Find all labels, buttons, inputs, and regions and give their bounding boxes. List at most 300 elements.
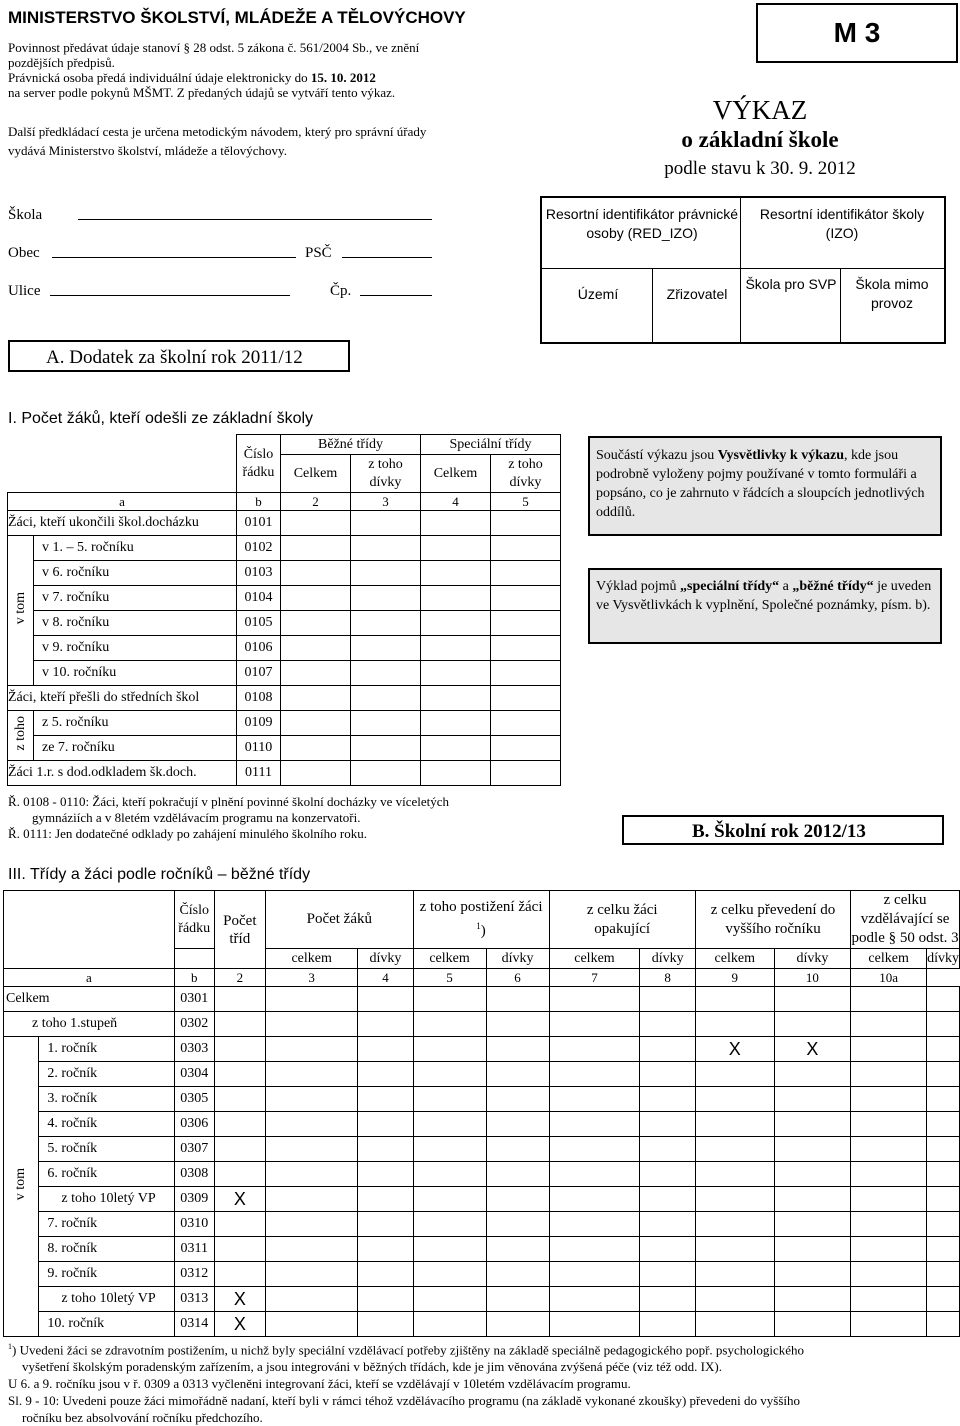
data-cell[interactable] xyxy=(421,636,491,661)
data-cell[interactable] xyxy=(421,586,491,611)
table-row xyxy=(4,987,960,1012)
data-cell[interactable] xyxy=(851,1162,927,1187)
izo-field[interactable] xyxy=(742,244,942,266)
data-cell[interactable] xyxy=(927,1062,960,1087)
data-cell[interactable] xyxy=(214,1162,265,1187)
data-cell[interactable] xyxy=(491,561,561,586)
row-label: z toho 1.stupeň xyxy=(4,1012,175,1037)
svp-label: Škola pro SVP xyxy=(745,276,837,292)
school-field[interactable] xyxy=(78,219,432,220)
row-code: 0301 xyxy=(174,987,214,1012)
table-iii-title: III. Třídy a žáci podle ročníků – běžné třídy xyxy=(8,866,311,883)
data-cell[interactable] xyxy=(351,636,421,661)
row-label: 5. ročník xyxy=(39,1137,174,1162)
data-cell[interactable] xyxy=(266,1287,358,1312)
data-cell[interactable] xyxy=(549,1087,640,1112)
data-cell[interactable] xyxy=(640,1137,695,1162)
data-cell[interactable] xyxy=(266,1062,358,1087)
data-cell[interactable] xyxy=(358,1012,413,1037)
data-cell[interactable] xyxy=(351,536,421,561)
table-row xyxy=(4,1162,960,1187)
data-cell[interactable] xyxy=(358,1037,413,1062)
data-cell[interactable] xyxy=(695,987,774,1012)
row-label: z toho 10letý VP xyxy=(39,1287,174,1312)
data-cell[interactable] xyxy=(486,1262,549,1287)
data-cell[interactable] xyxy=(214,1212,265,1237)
data-cell[interactable] xyxy=(413,1162,486,1187)
data-cell[interactable] xyxy=(266,1037,358,1062)
data-cell[interactable] xyxy=(281,611,351,636)
data-cell[interactable] xyxy=(927,1312,960,1337)
data-cell[interactable] xyxy=(774,1162,851,1187)
data-cell[interactable] xyxy=(549,1162,640,1187)
repeating-pupils-header: z celku žáci opakující xyxy=(549,891,695,949)
data-cell[interactable] xyxy=(491,636,561,661)
data-cell[interactable] xyxy=(774,1187,851,1212)
data-cell[interactable] xyxy=(358,1262,413,1287)
data-cell[interactable] xyxy=(927,1162,960,1187)
data-cell[interactable] xyxy=(774,1287,851,1312)
table-i-title: I. Počet žáků, kteří odešli ze základní školy xyxy=(8,410,314,427)
data-cell[interactable] xyxy=(486,1312,549,1337)
data-cell[interactable] xyxy=(927,1012,960,1037)
table-row xyxy=(4,1187,960,1212)
data-cell[interactable] xyxy=(281,636,351,661)
data-cell[interactable] xyxy=(549,1287,640,1312)
data-cell[interactable] xyxy=(214,1112,265,1137)
data-cell[interactable] xyxy=(351,561,421,586)
data-cell[interactable] xyxy=(358,1062,413,1087)
data-cell[interactable] xyxy=(351,736,421,761)
data-cell[interactable] xyxy=(486,1062,549,1087)
data-cell[interactable] xyxy=(549,1012,640,1037)
data-cell[interactable] xyxy=(413,1037,486,1062)
data-cell[interactable] xyxy=(266,1212,358,1237)
data-cell[interactable] xyxy=(774,1137,851,1162)
data-cell[interactable] xyxy=(851,987,927,1012)
data-cell[interactable] xyxy=(214,1137,265,1162)
data-cell[interactable] xyxy=(486,1212,549,1237)
data-cell[interactable] xyxy=(851,1037,927,1062)
data-cell[interactable] xyxy=(927,1137,960,1162)
data-cell[interactable] xyxy=(695,1012,774,1037)
data-cell[interactable] xyxy=(491,761,561,786)
header-route-text xyxy=(8,122,548,160)
data-cell[interactable] xyxy=(491,511,561,536)
row-label: 2. ročník xyxy=(39,1062,174,1087)
data-cell[interactable] xyxy=(491,686,561,711)
data-cell[interactable] xyxy=(486,1287,549,1312)
data-cell[interactable] xyxy=(486,1137,549,1162)
table-row: Žáci, kteří přešli do středních škol 0108 xyxy=(8,686,561,711)
row-code: 0305 xyxy=(174,1087,214,1112)
data-cell[interactable] xyxy=(695,1087,774,1112)
data-cell[interactable] xyxy=(851,1237,927,1262)
data-cell[interactable] xyxy=(774,1237,851,1262)
table-row xyxy=(4,1137,960,1162)
data-cell[interactable] xyxy=(491,711,561,736)
data-cell[interactable] xyxy=(266,987,358,1012)
municipality-label: Obec xyxy=(8,245,40,261)
data-cell[interactable] xyxy=(266,1262,358,1287)
row-label: 6. ročník xyxy=(39,1162,174,1187)
ministry-heading: MINISTERSTVO ŠKOLSTVÍ, MLÁDEŽE A TĚLOVÝCHOVY xyxy=(8,8,466,27)
data-cell[interactable] xyxy=(491,536,561,561)
table-row xyxy=(4,1037,960,1062)
school-label: Škola xyxy=(8,207,43,223)
header-line-4: na server podle pokynů MŠMT. Z předaných údajů se vytváří tento výkaz. xyxy=(8,85,396,100)
house-number-label: Čp. xyxy=(330,283,352,299)
data-cell[interactable] xyxy=(281,586,351,611)
data-cell[interactable] xyxy=(695,1187,774,1212)
row-code: 0308 xyxy=(174,1162,214,1187)
data-cell[interactable] xyxy=(358,1137,413,1162)
data-cell[interactable] xyxy=(214,1237,265,1262)
data-cell[interactable] xyxy=(927,1037,960,1062)
deadline-date: 15. 10. 2012 xyxy=(310,70,376,85)
section-b-title: B. Školní rok 2012/13 xyxy=(622,815,944,845)
data-cell[interactable] xyxy=(549,1187,640,1212)
data-cell[interactable] xyxy=(351,611,421,636)
data-cell[interactable] xyxy=(640,1087,695,1112)
row-code: 0312 xyxy=(174,1262,214,1287)
postcode-label: PSČ xyxy=(305,245,332,261)
header-line-3: Právnická osoba předá individuální údaje elektronicky do 15. 10. 2012 xyxy=(8,70,376,85)
footnote-3: Sl. 9 - 10: Uvedeni pouze žáci mimořádně nadaní, kteří byli v rámci téhož vzdělávacího programu (na základě vykonané zkoušky) převedeni do vyššího xyxy=(8,1393,801,1409)
data-cell[interactable] xyxy=(640,1112,695,1137)
data-cell[interactable] xyxy=(413,1112,486,1137)
data-cell[interactable] xyxy=(640,1012,695,1037)
data-cell[interactable] xyxy=(695,1062,774,1087)
row-code: 0303 xyxy=(174,1037,214,1062)
data-cell[interactable] xyxy=(774,1112,851,1137)
data-cell[interactable] xyxy=(281,536,351,561)
class-terms-info-box: Výklad pojmů „speciální třídy“ a „běžné třídy“ je uveden ve Vysvětlivkách k vyplnění, Společné poznámky, písm. b). xyxy=(588,568,942,644)
table-row: v 9. ročníku 0106 xyxy=(8,636,561,661)
data-cell[interactable] xyxy=(640,1212,695,1237)
data-cell[interactable] xyxy=(358,1237,413,1262)
data-cell[interactable] xyxy=(214,1262,265,1287)
table-row xyxy=(4,1087,960,1112)
data-cell[interactable] xyxy=(695,1287,774,1312)
data-cell[interactable] xyxy=(358,1312,413,1337)
row-number-header: Číslo řádku xyxy=(237,435,281,493)
special-total-header: Celkem xyxy=(421,455,491,493)
data-cell[interactable] xyxy=(358,987,413,1012)
data-cell[interactable] xyxy=(266,1187,358,1212)
row-code: 0314 xyxy=(174,1312,214,1337)
data-cell[interactable] xyxy=(486,1112,549,1137)
row-label: 10. ročník xyxy=(39,1312,174,1337)
data-cell[interactable] xyxy=(491,736,561,761)
data-cell[interactable] xyxy=(695,1162,774,1187)
id-divider-2 xyxy=(652,268,653,342)
report-title xyxy=(620,95,900,183)
regular-girls-header: z toho dívky xyxy=(351,455,421,493)
data-cell[interactable] xyxy=(640,1312,695,1337)
table-row: Žáci, kteří ukončili škol.docházku 0101 xyxy=(8,511,561,536)
note-0108-cont: gymnáziích a v 8letém vzdělávacím programu na konzervatoři. xyxy=(32,810,361,825)
data-cell[interactable] xyxy=(214,1062,265,1087)
data-cell[interactable] xyxy=(851,1137,927,1162)
data-cell[interactable] xyxy=(351,511,421,536)
row-label: 8. ročník xyxy=(39,1237,174,1262)
data-cell[interactable] xyxy=(774,1312,851,1337)
data-cell[interactable] xyxy=(351,686,421,711)
class-count-header: Počet tříd xyxy=(214,891,265,969)
house-number-field[interactable] xyxy=(360,295,432,296)
header-line-2: pozdějších předpisů. xyxy=(8,55,115,70)
data-cell[interactable] xyxy=(640,1062,695,1087)
data-cell[interactable] xyxy=(695,1237,774,1262)
data-cell[interactable] xyxy=(774,1262,851,1287)
data-cell[interactable] xyxy=(640,1287,695,1312)
data-cell[interactable] xyxy=(486,1037,549,1062)
data-cell[interactable] xyxy=(486,987,549,1012)
street-field[interactable] xyxy=(50,295,290,296)
data-cell[interactable] xyxy=(549,1262,640,1287)
data-cell[interactable] xyxy=(413,1312,486,1337)
table-i xyxy=(7,434,561,786)
data-cell[interactable] xyxy=(851,1187,927,1212)
in-total-group-label: v tom xyxy=(4,1037,39,1337)
header-line-5: Další předkládací cesta je určena metodickým návodem, který pro správní úřady xyxy=(8,124,427,139)
data-cell[interactable] xyxy=(640,1237,695,1262)
data-cell[interactable] xyxy=(640,1037,695,1062)
table-row: v tom v 1. – 5. ročníku 0102 xyxy=(8,536,561,561)
data-cell[interactable] xyxy=(351,761,421,786)
data-cell[interactable] xyxy=(413,1262,486,1287)
data-cell[interactable] xyxy=(695,1262,774,1287)
data-cell[interactable] xyxy=(549,1212,640,1237)
table-row: Žáci 1.r. s dod.odkladem šk.doch. 0111 xyxy=(8,761,561,786)
data-cell[interactable] xyxy=(549,1037,640,1062)
data-cell[interactable] xyxy=(266,1112,358,1137)
id-divider xyxy=(740,198,741,342)
data-cell[interactable] xyxy=(486,1187,549,1212)
data-cell[interactable] xyxy=(774,1062,851,1087)
footnote-1-cont: vyšetření školským poradenským zařízením, a jsou integrováni v běžných třídách, kde je jim věnována zvýšená péče (viz též odd. IX). xyxy=(22,1359,722,1375)
table-i-notes xyxy=(8,794,608,842)
data-cell[interactable] xyxy=(281,711,351,736)
street-label: Ulice xyxy=(8,283,41,299)
data-cell[interactable] xyxy=(266,1237,358,1262)
territory-label: Území xyxy=(577,286,619,302)
data-cell[interactable] xyxy=(695,1137,774,1162)
founder-label: Zřizovatel xyxy=(666,286,728,302)
data-cell[interactable] xyxy=(214,1012,265,1037)
footnote-2: U 6. a 9. ročníku jsou v ř. 0309 a 0313 vyčleněni integrovaní žáci, kteří se vzdělávají v 10letém vzdělávacím programu. xyxy=(8,1376,631,1392)
form-code-badge: M 3 xyxy=(756,3,958,63)
data-cell[interactable] xyxy=(927,1262,960,1287)
id-divider-3 xyxy=(840,268,841,342)
table-row: v 8. ročníku 0105 xyxy=(8,611,561,636)
table-row xyxy=(4,1237,960,1262)
data-cell[interactable] xyxy=(421,561,491,586)
data-cell[interactable] xyxy=(281,661,351,686)
out-of-service-label: Škola mimo provoz xyxy=(855,276,929,311)
data-cell[interactable] xyxy=(413,1062,486,1087)
data-cell[interactable] xyxy=(413,1287,486,1312)
data-cell[interactable] xyxy=(421,511,491,536)
data-cell[interactable] xyxy=(851,1062,927,1087)
footnote-3-cont: ročníku bez absolvování ročníku předchozího. xyxy=(22,1410,263,1426)
special-classes-header: Speciální třídy xyxy=(421,435,561,455)
data-cell[interactable] xyxy=(358,1162,413,1187)
data-cell[interactable] xyxy=(549,1137,640,1162)
postcode-field[interactable] xyxy=(342,257,432,258)
row-code: 0307 xyxy=(174,1137,214,1162)
data-cell[interactable] xyxy=(413,1212,486,1237)
data-cell[interactable] xyxy=(549,1312,640,1337)
data-cell[interactable] xyxy=(421,661,491,686)
report-title-main: VÝKAZ xyxy=(712,95,808,125)
data-cell[interactable] xyxy=(281,736,351,761)
row-label: Celkem xyxy=(4,987,175,1012)
data-cell[interactable] xyxy=(774,1012,851,1037)
row-number-header: Číslo řádku xyxy=(174,891,214,949)
red-izo-field[interactable] xyxy=(544,244,740,266)
data-cell[interactable] xyxy=(266,1312,358,1337)
data-cell[interactable] xyxy=(851,1012,927,1037)
row-label: 9. ročník xyxy=(39,1262,174,1287)
row-label: 1. ročník xyxy=(39,1037,174,1062)
pupil-count-header: Počet žáků xyxy=(266,891,414,949)
data-cell[interactable] xyxy=(413,987,486,1012)
data-cell[interactable] xyxy=(281,561,351,586)
data-cell[interactable] xyxy=(281,511,351,536)
row-code: 0311 xyxy=(174,1237,214,1262)
data-cell[interactable] xyxy=(266,1162,358,1187)
row-code: 0309 xyxy=(174,1187,214,1212)
data-cell[interactable] xyxy=(351,661,421,686)
in-total-group-label: v tom xyxy=(8,536,34,686)
data-cell[interactable] xyxy=(927,1287,960,1312)
data-cell[interactable] xyxy=(851,1212,927,1237)
data-cell[interactable] xyxy=(421,536,491,561)
row-code: 0304 xyxy=(174,1062,214,1087)
note-0108: Ř. 0108 - 0110: Žáci, kteří pokračují v plnění povinné školní docházky ve víceletých xyxy=(8,794,450,809)
municipality-field[interactable] xyxy=(52,257,296,258)
data-cell[interactable] xyxy=(491,586,561,611)
report-title-sub: o základní škole xyxy=(681,127,839,152)
data-cell[interactable] xyxy=(486,1087,549,1112)
excluded-cell: X xyxy=(214,1287,265,1312)
data-cell[interactable] xyxy=(358,1112,413,1137)
data-cell[interactable] xyxy=(421,761,491,786)
id-hdivider xyxy=(542,268,944,269)
data-cell[interactable] xyxy=(413,1187,486,1212)
data-cell[interactable] xyxy=(358,1287,413,1312)
data-cell[interactable] xyxy=(851,1087,927,1112)
data-cell[interactable] xyxy=(549,1237,640,1262)
footnotes xyxy=(8,1338,953,1426)
table-row xyxy=(4,1312,960,1337)
data-cell[interactable] xyxy=(927,1237,960,1262)
data-cell[interactable] xyxy=(214,1037,265,1062)
data-cell[interactable] xyxy=(851,1262,927,1287)
data-cell[interactable] xyxy=(266,1087,358,1112)
data-cell[interactable] xyxy=(851,1287,927,1312)
data-cell[interactable] xyxy=(421,711,491,736)
data-cell[interactable] xyxy=(851,1312,927,1337)
data-cell[interactable] xyxy=(281,761,351,786)
data-cell[interactable] xyxy=(549,1112,640,1137)
data-cell[interactable] xyxy=(851,1112,927,1137)
data-cell[interactable] xyxy=(640,1262,695,1287)
header-legal-text xyxy=(8,40,548,100)
data-cell[interactable] xyxy=(491,661,561,686)
data-cell[interactable] xyxy=(214,1087,265,1112)
data-cell[interactable] xyxy=(413,1087,486,1112)
section50-pupils-header: z celku vzdělávající se podle § 50 odst. 3 xyxy=(851,891,960,949)
data-cell[interactable] xyxy=(695,1312,774,1337)
table-iii: Číslo řádku Počet tříd Počet žáků z toho postižení žáci $^1$) z celku žáci opakující z celku převedení do vyššího ročníku z celku vzdělávající se podle § 50 odst. 3 celkem dívky celkem dívky celkem dívky celkem dívky celkem dívky a b 2 3 4 5 6 7 8 9 10 10a Celkem 0301 z toho 1.stupeň 0302 v tom 1. ročník 0303 X X 2. ročník 0304 3. ročník 0305 4. ročník 0306 5. ročník 0307 6. ročník 0308 z toho 10letý VP 0309 X 7. ročník 0310 8. ročník 0311 9. ročník 0312 z toho 10letý VP 0313 X 10. ročník 0314 X xyxy=(3,890,960,1337)
data-cell[interactable] xyxy=(927,1087,960,1112)
excluded-cell: X xyxy=(214,1187,265,1212)
data-cell[interactable] xyxy=(486,1237,549,1262)
data-cell[interactable] xyxy=(358,1212,413,1237)
data-cell[interactable] xyxy=(266,1012,358,1037)
data-cell[interactable] xyxy=(774,987,851,1012)
data-cell[interactable] xyxy=(351,586,421,611)
data-cell[interactable] xyxy=(351,711,421,736)
data-cell[interactable] xyxy=(640,1187,695,1212)
data-cell[interactable] xyxy=(266,1137,358,1162)
data-cell[interactable] xyxy=(281,686,351,711)
data-cell[interactable] xyxy=(421,611,491,636)
row-code: 0306 xyxy=(174,1112,214,1137)
table-row xyxy=(4,1262,960,1287)
data-cell[interactable] xyxy=(358,1087,413,1112)
note-0111: Ř. 0111: Jen dodatečné odklady po zahájení minulého školního roku. xyxy=(8,826,367,841)
table-row: v 6. ročníku 0103 xyxy=(8,561,561,586)
data-cell[interactable] xyxy=(413,1237,486,1262)
data-cell[interactable] xyxy=(491,611,561,636)
data-cell[interactable] xyxy=(358,1187,413,1212)
row-label: z toho 10letý VP xyxy=(39,1187,174,1212)
data-cell[interactable] xyxy=(927,1187,960,1212)
header-line-6: vydává Ministerstvo školství, mládeže a tělovýchovy. xyxy=(8,143,287,158)
special-girls-header: z toho dívky xyxy=(491,455,561,493)
row-code: 0302 xyxy=(174,1012,214,1037)
data-cell[interactable] xyxy=(640,1162,695,1187)
data-cell[interactable] xyxy=(486,1162,549,1187)
data-cell[interactable] xyxy=(695,1212,774,1237)
table-row xyxy=(4,1212,960,1237)
data-cell[interactable] xyxy=(927,987,960,1012)
regular-classes-header: Běžné třídy xyxy=(281,435,421,455)
data-cell[interactable] xyxy=(421,736,491,761)
data-cell[interactable] xyxy=(640,987,695,1012)
data-cell[interactable] xyxy=(413,1012,486,1037)
table-row: ze 7. ročníku 0110 xyxy=(8,736,561,761)
data-cell[interactable] xyxy=(774,1087,851,1112)
data-cell[interactable] xyxy=(927,1112,960,1137)
table-row: z toho z 5. ročníku 0109 xyxy=(8,711,561,736)
data-cell[interactable] xyxy=(549,1062,640,1087)
data-cell[interactable] xyxy=(927,1212,960,1237)
table-row: v 7. ročníku 0104 xyxy=(8,586,561,611)
red-izo-label: Resortní identifikátor právnické osoby (RED_IZO) xyxy=(545,206,739,241)
data-cell[interactable] xyxy=(486,1012,549,1037)
data-cell[interactable] xyxy=(774,1212,851,1237)
data-cell[interactable] xyxy=(421,686,491,711)
data-cell[interactable] xyxy=(695,1112,774,1137)
data-cell[interactable] xyxy=(413,1137,486,1162)
data-cell[interactable] xyxy=(214,987,265,1012)
data-cell[interactable] xyxy=(549,987,640,1012)
